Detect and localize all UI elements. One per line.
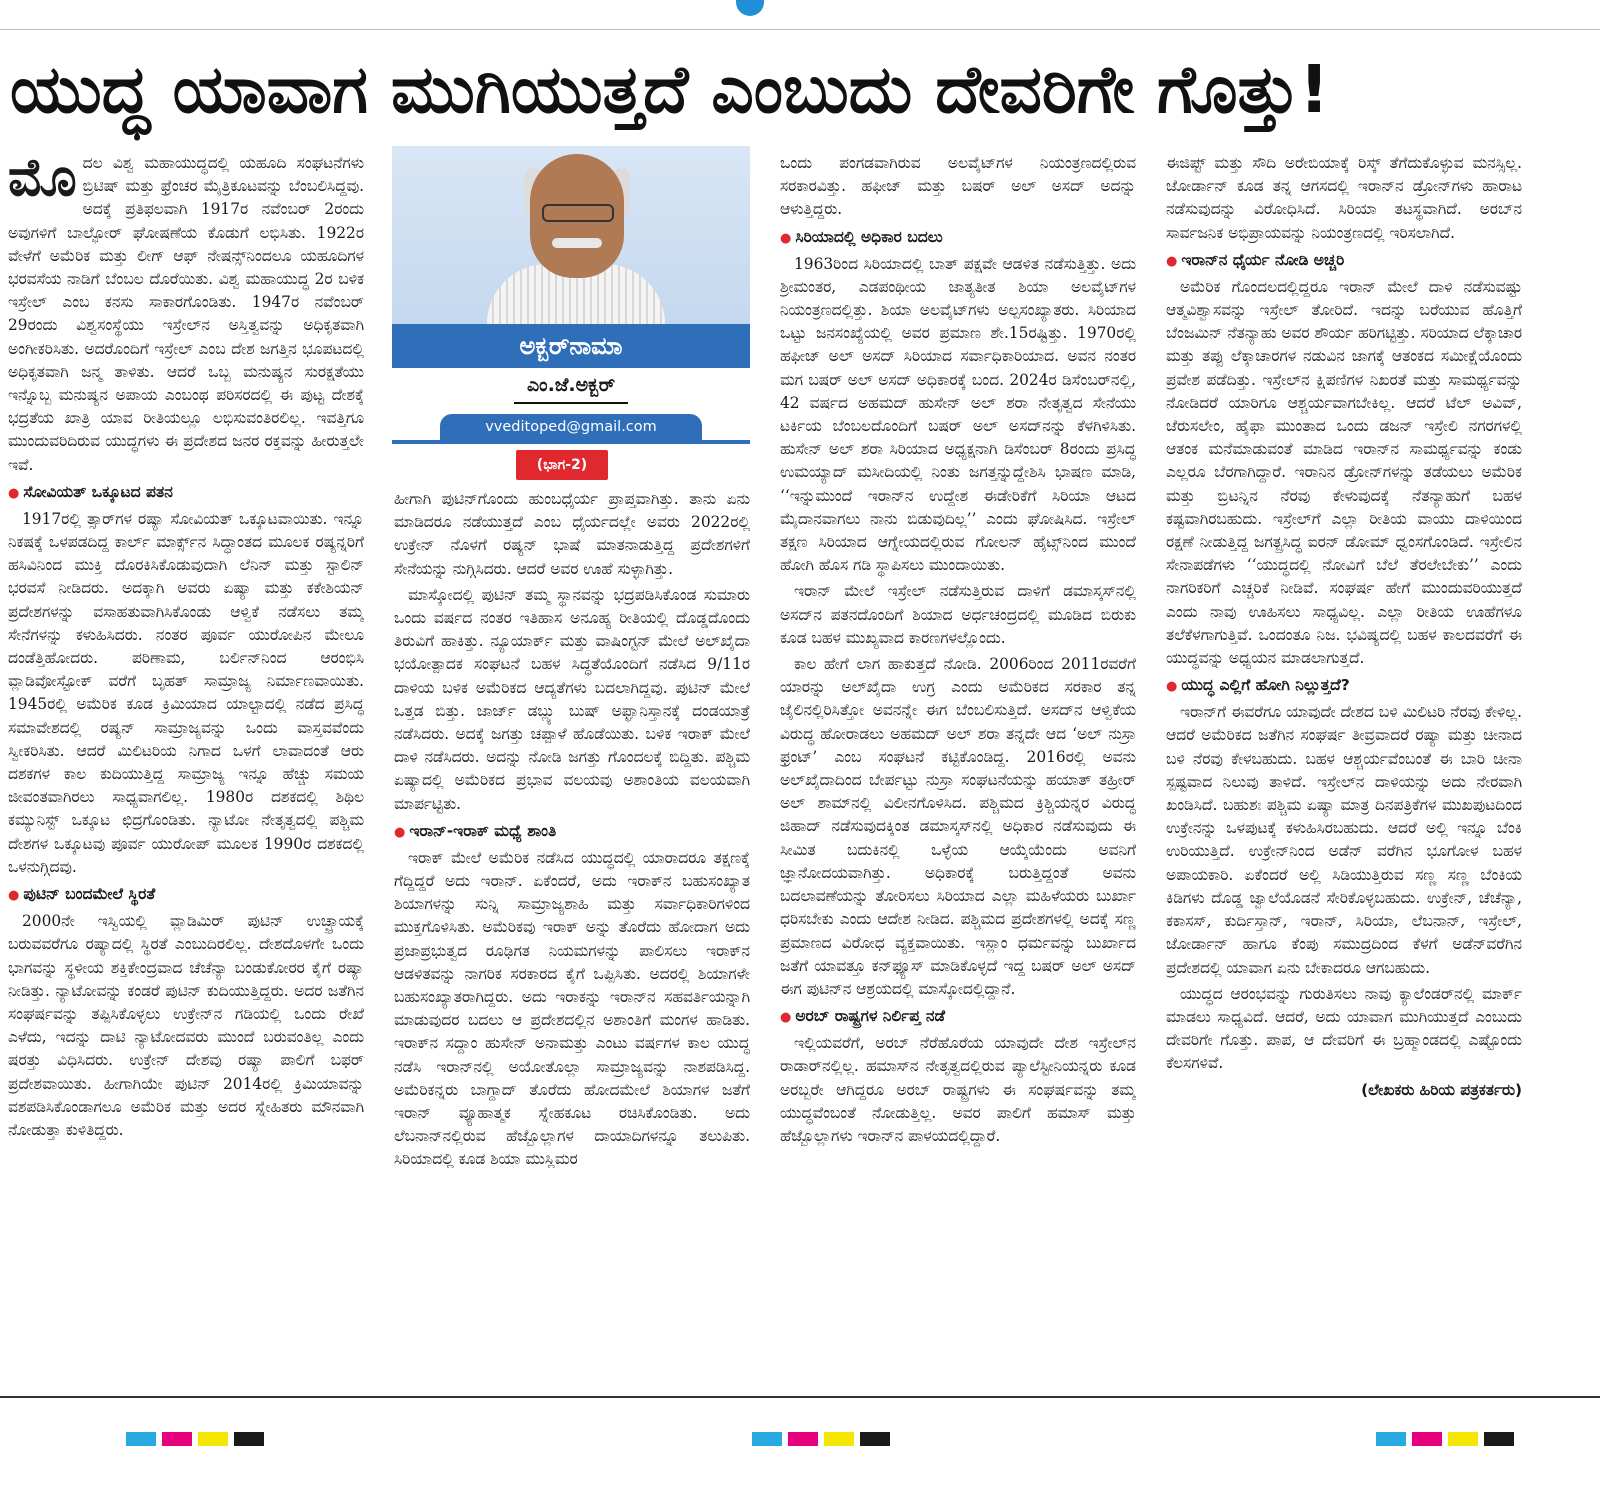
paragraph: ಈಜಿಪ್ಟ್ ಮತ್ತು ಸೌದಿ ಅರೇಬಿಯಾಕ್ಕೆ ರಿಸ್ಕ್ ತೆಗೆದುಕೊಳ್ಳುವ ಮನಸ್ಸಿಲ್ಲ. ಜೋರ್ಡಾನ್ ಕೂಡ ತನ್ನ ಆಗಸದಲ್ಲಿ ಇರಾನ್‌ನ ಡ್ರೋನ್‌ಗಳು ಹಾರಾಟ ನಡೆಸುವುದನ್ನು ವಿರೋಧಿಸಿದೆ. ಸಿರಿಯಾ ತಟಸ್ಥವಾಗಿದೆ. ಅರಬ್‌ನ ಸಾರ್ವಜನಿಕ ಅಭಿಪ್ರಾಯವನ್ನು ನಿಯಂತ್ರಣದಲ್ಲಿ ಇರಿಸಲಾಗಿದೆ. <box>1166 154 1522 242</box>
newspaper-logo-icon <box>736 0 764 16</box>
paragraph: ಮಾಸ್ಕೋದಲ್ಲಿ ಪುಟಿನ್ ತಮ್ಮ ಸ್ಥಾನವನ್ನು ಭದ್ರಪಡಿಸಿಕೊಂಡ ಸುಮಾರು ಒಂದು ವರ್ಷದ ನಂತರ ಇತಿಹಾಸ ಅನೂಹ್ಯ ರೀತಿಯಲ್ಲಿ ದೊಡ್ಡದೊಂದು ತಿರುವಿಗೆ ಹಾಕಿತ್ತು. ನ್ಯೂಯಾರ್ಕ್ ಮತ್ತು ವಾಷಿಂಗ್ಟನ್ ಮೇಲೆ ಅಲ್‌ಖೈದಾ ಭಯೋತ್ಪಾದಕ ಸಂಘಟನೆ ಬಹಳ ಸಿದ್ಧತೆಯೊಂದಿಗೆ ನಡೆಸಿದ 9/11ರ ದಾಳಿಯ ಬಳಿಕ ಅಮೆರಿಕದ ಆದ್ಯತೆಗಳು ಬದಲಾಗಿದ್ದವು. ಪುಟಿನ್ ಮೇಲೆ ಒತ್ತಡ ಬಿತ್ತು. ಜಾರ್ಜ್ ಡಬ್ಲ್ಯು ಬುಷ್ ಅಫ್ಘಾನಿಸ್ತಾನಕ್ಕೆ ದಂಡಯಾತ್ರೆ ನಡೆಸಿದರು. ಅದಕ್ಕೆ ಜಗತ್ತು ಚಪ್ಪಾಳೆ ಹೊಡೆಯಿತು. ಬಳಿಕ ಇರಾಕ್ ಮೇಲೆ ದಾಳಿ ನಡೆಸಿದರು. ಅದನ್ನು ನೋಡಿ ಜಗತ್ತು ಗೊಂದಲಕ್ಕೆ ಬಿದ್ದಿತು. ಪಶ್ಚಿಮ ಏಷ್ಯಾದಲ್ಲಿ ಅಮೆರಿಕದ ಪ್ರಭಾವ ವಲಯವು ಅಶಾಂತಿಯ ವಲಯವಾಗಿ ಮಾರ್ಪಟ್ಟಿತು. <box>394 585 750 813</box>
bullet-icon: ● <box>8 888 20 904</box>
article-column-4 <box>1166 152 1522 1397</box>
series-part-badge: (ಭಾಗ-2) <box>516 450 608 480</box>
paragraph: 1917ರಲ್ಲಿ ತ್ಸಾರ್‌ಗಳ ರಷ್ಯಾ ಸೋವಿಯತ್ ಒಕ್ಕೂಟವಾಯಿತು. ಇನ್ನೂ ನಿಕಷಕ್ಕೆ ಒಳಪಡದಿದ್ದ ಕಾರ್ಲ್ ಮಾರ್ಕ್ಸ್‌ನ ಸಿದ್ಧಾಂತದ ಮೂಲಕ ರಷ್ಯನ್ನರಿಗೆ ಹಸಿವಿನಿಂದ ಮುಕ್ತಿ ದೊರಕಿಸಿಕೊಡುವುದಾಗಿ ಲೆನಿನ್ ಮತ್ತು ಸ್ಟಾಲಿನ್ ಭರವಸೆ ನೀಡಿದರು. ಅದಕ್ಕಾಗಿ ಅವರು ಏಷ್ಯಾ ಮತ್ತು ಕಕೇಶಿಯನ್ ಪ್ರದೇಶಗಳನ್ನು ವಸಾಹತುವಾಗಿಸಿಕೊಂಡು ಆಳ್ವಿಕೆ ನಡೆಸಲು ತಮ್ಮ ಸೇನೆಗಳನ್ನು ಕಳುಹಿಸಿದರು. ನಂತರ ಪೂರ್ವ ಯುರೋಪಿನ ಮೇಲೂ ದಂಡೆತ್ತಿಹೋದರು. ಪರಿಣಾಮ, ಬರ್ಲಿನ್‌ನಿಂದ ಆರಂಭಿಸಿ ವ್ಲಾಡಿವೋಸ್ಟೋಕ್ ವರೆಗೆ ಬೃಹತ್ ಸಾಮ್ರಾಜ್ಯ ನಿರ್ಮಾಣವಾಯಿತು. 1945ರಲ್ಲಿ ಅಮೆರಿಕ ಕೂಡ ಕ್ರಿಮಿಯಾದ ಯಾಲ್ಟಾದಲ್ಲಿ ನಡೆದ ಪ್ರಸಿದ್ಧ ಸಮಾವೇಶದಲ್ಲಿ ರಷ್ಯನ್ ಸಾಮ್ರಾಜ್ಯವನ್ನು ಒಂದು ವಾಸ್ತವವೆಂದು ಸ್ವೀಕರಿಸಿತು. ಆದರೆ ಮಿಲಿಟರಿಯ ನಿಗಾದ ಒಳಗೆ ಲಾವಾದಂತೆ ಆರು ದಶಕಗಳ ಕಾಲ ಕುದಿಯುತ್ತಿದ್ದ ಸಾಮ್ರಾಜ್ಯ ಇನ್ನೂ ಹೆಚ್ಚು ಸಮಯ ಜೀವಂತವಾಗಿರಲು ಸಾಧ್ಯವಾಗಲಿಲ್ಲ. 1980ರ ದಶಕದಲ್ಲಿ ಶಿಥಿಲ ಕಮ್ಯುನಿಸ್ಟ್ ಒಕ್ಕೂಟ ಛಿದ್ರಗೊಂಡಿತು. ನ್ಯಾಟೋ ನೇತೃತ್ವದಲ್ಲಿ ಪಶ್ಚಿಮ ದೇಶಗಳ ಒಕ್ಕೂಟವು ಪೂರ್ವ ಯುರೋಪ್ ಮೂಲಕ 1990ರ ದಶಕದಲ್ಲಿ ಒಳನುಗ್ಗಿದವು. <box>8 509 364 876</box>
black-swatch <box>234 1432 264 1446</box>
masthead-strip <box>0 0 1600 28</box>
divider <box>514 402 628 404</box>
subheading: ● ಸಿರಿಯಾದಲ್ಲಿ ಅಧಿಕಾರ ಬದಲು <box>780 227 943 246</box>
divider <box>392 440 750 444</box>
subheading: ● ಇರಾನ್-ಇರಾಕ್ ಮಧ್ಯೆ ಶಾಂತಿ <box>394 821 557 840</box>
dropcap: ಮೊ <box>8 152 77 208</box>
magenta-swatch <box>162 1432 192 1446</box>
top-rule <box>0 29 1600 30</box>
column-name: ಅಕ್ಬರ್‌ನಾಮಾ <box>392 324 750 368</box>
cyan-swatch <box>1376 1432 1406 1446</box>
black-swatch <box>860 1432 890 1446</box>
author-byline-box <box>392 146 750 486</box>
paragraph: ಇರಾಕ್ ಮೇಲೆ ಅಮೆರಿಕ ನಡೆಸಿದ ಯುದ್ಧದಲ್ಲಿ ಯಾರಾದರೂ ತಕ್ಷಣಕ್ಕೆ ಗೆದ್ದಿದ್ದರೆ ಅದು ಇರಾನ್. ಏಕೆಂದರೆ, ಅದು ಇರಾಕ್‌ನ ಬಹುಸಂಖ್ಯಾತ ಶಿಯಾಗಳನ್ನು ಸುನ್ನಿ ಸಾಮ್ರಾಜ್ಯಶಾಹಿ ಮತ್ತು ಸರ್ವಾಧಿಕಾರಿಗಳಿಂದ ಮುಕ್ತಗೊಳಿಸಿತು. ಅಮೆರಿಕವು ಇರಾಕ್ ಅನ್ನು ತೊರೆದು ಹೋದಾಗ ಅದು ಪ್ರಜಾಪ್ರಭುತ್ವದ ರೂಢಿಗತ ನಿಯಮಗಳನ್ನು ಪಾಲಿಸಲು ಇರಾಕ್‌ನ ಆಡಳಿತವನ್ನು ನಾಗರಿಕ ಸರಕಾರದ ಕೈಗೆ ಒಪ್ಪಿಸಿತು. ಅದರಲ್ಲಿ ಶಿಯಾಗಳೇ ಬಹುಸಂಖ್ಯಾತರಾಗಿದ್ದರು. ಅದು ಇರಾಕನ್ನು ಇರಾನ್‌ನ ಸಹವರ್ತಿಯನ್ನಾಗಿ ಮಾಡುವುದರ ಬದಲು ಆ ಪ್ರದೇಶದಲ್ಲಿನ ಅಶಾಂತಿಗೆ ಮಂಗಳ ಹಾಡಿತು. ಇರಾಕ್‌ನ ಸದ್ದಾಂ ಹುಸೇನ್ ಅನಾಮತ್ತು ಎಂಟು ವರ್ಷಗಳ ಕಾಲ ಯುದ್ಧ ನಡೆಸಿ ಇರಾನ್‌ನಲ್ಲಿ ಅಯೋತೊಲ್ಲಾ ಸಾಮ್ರಾಜ್ಯವನ್ನು ನಾಶಪಡಿಸಿದ್ದ. ಅಮೆರಿಕನ್ನರು ಬಾಗ್ದಾದ್ ತೊರೆದು ಹೋದಮೇಲೆ ಶಿಯಾಗಳ ಜತೆಗೆ ಇರಾನ್ ವ್ಯೂಹಾತ್ಮಕ ಸ್ನೇಹಕೂಟ ರಚಿಸಿಕೊಂಡಿತು. ಅದು ಲೆಬನಾನ್‌ನಲ್ಲಿರುವ ಹೆಜ್ಬೊಲ್ಲಾಗಳ ದಾಯಾದಿಗಳನ್ನೂ ತಲುಪಿತು. ಸಿರಿಯಾದಲ್ಲಿ ಕೂಡ ಶಿಯಾ ಮುಸ್ಲಿಮರ <box>394 848 750 1169</box>
article-column-1 <box>8 152 364 1397</box>
subheading: ● ಯುದ್ಧ ಎಲ್ಲಿಗೆ ಹೋಗಿ ನಿಲ್ಲುತ್ತದೆ? <box>1166 676 1350 695</box>
cyan-swatch <box>126 1432 156 1446</box>
registration-marks <box>752 1432 890 1446</box>
registration-marks <box>1376 1432 1514 1446</box>
article-column-3 <box>780 152 1136 1397</box>
subheading: ● ಅರಬ್ ರಾಷ್ಟ್ರಗಳ ನಿರ್ಲಿಪ್ತ ನಡೆ <box>780 1007 946 1026</box>
paragraph: ಒಂದು ಪಂಗಡವಾಗಿರುವ ಅಲವೈಟ್‌ಗಳ ನಿಯಂತ್ರಣದಲ್ಲಿರುವ ಸರಕಾರವಿತ್ತು. ಹಫೀಜ್ ಮತ್ತು ಬಷರ್ ಅಲ್ ಅಸದ್ ಅದನ್ನು ಆಳುತ್ತಿದ್ದರು. <box>780 154 1136 219</box>
bullet-icon: ● <box>780 1010 792 1026</box>
subheading: ● ಪುಟಿನ್ ಬಂದಮೇಲೆ ಸ್ಥಿರತೆ <box>8 885 156 904</box>
magenta-swatch <box>1412 1432 1442 1446</box>
paragraph: 1963ರಿಂದ ಸಿರಿಯಾದಲ್ಲಿ ಬಾತ್ ಪಕ್ಷವೇ ಆಡಳಿತ ನಡೆಸುತ್ತಿತ್ತು. ಅದು ಶ್ರೀಮಂತರ, ಎಡಪಂಥೀಯ ಜಾತ್ಯತೀತ ಶಿಯಾ ಅಲವೈಟ್‌ಗಳ ನಿಯಂತ್ರಣದಲ್ಲಿತ್ತು. ಶಿಯಾ ಅಲವೈಟ್‌ಗಳು ಅಲ್ಪಸಂಖ್ಯಾತರು. ಸಿರಿಯಾದ ಒಟ್ಟು ಜನಸಂಖ್ಯೆಯಲ್ಲಿ ಅವರ ಪ್ರಮಾಣ ಶೇ.15ರಷ್ಟಿತ್ತು. 1970ರಲ್ಲಿ ಹಫೀಜ್ ಅಲ್ ಅಸದ್ ಸಿರಿಯಾದ ಸರ್ವಾಧಿಕಾರಿಯಾದ. ಅವನ ನಂತರ ಮಗ ಬಷರ್ ಅಲ್ ಅಸದ್ ಅಧಿಕಾರಕ್ಕೆ ಬಂದ. 2024ರ ಡಿಸೆಂಬರ್‌ನಲ್ಲಿ, 42 ವರ್ಷದ ಅಹಮದ್ ಹುಸೇನ್ ಅಲ್ ಶರಾ ನೇತೃತ್ವದ ಸೇನೆಯು ಟರ್ಕಿಯ ಬೆಂಬಲದೊಂದಿಗೆ ಬಷರ್ ಅಲ್ ಅಸದ್‌ನನ್ನು ಕೆಳಗಿಳಿಸಿತು. ಹುಸೇನ್ ಅಲ್ ಶರಾ ಸಿರಿಯಾದ ಅಧ್ಯಕ್ಷನಾಗಿ ಡಿಸೆಂಬರ್ 8ರಂದು ಪ್ರಸಿದ್ಧ ಉಮಯ್ಯಾದ್ ಮಸೀದಿಯಲ್ಲಿ ನಿಂತು ಜಗತ್ತನ್ನುದ್ದೇಶಿಸಿ ಭಾಷಣ ಮಾಡಿ, ‘‘ಇನ್ನುಮುಂದೆ ಇರಾನ್‌ನ ಉದ್ದೇಶ ಈಡೇರಿಕೆಗೆ ಸಿರಿಯಾ ಆಟದ ಮೈದಾನವಾಗಲು ನಾನು ಬಿಡುವುದಿಲ್ಲ’’ ಎಂದು ಘೋಷಿಸಿದ. ಇಸ್ರೇಲ್ ತಕ್ಷಣ ಸಿರಿಯಾದ ಆಗ್ನೇಯದಲ್ಲಿರುವ ಗೋಲನ್ ಹೈಟ್ಸ್‌ನಿಂದ ಮುಂದೆ ಹೋಗಿ ಹೊಸ ಗಡಿ ಸ್ಥಾಪಿಸಲು ಮುಂದಾಯಿತು. <box>780 254 1136 575</box>
paragraph: ಕಾಲ ಹೇಗೆ ಲಾಗ ಹಾಕುತ್ತದೆ ನೋಡಿ. 2006ರಿಂದ 2011ರವರೆಗೆ ಯಾರನ್ನು ಅಲ್‌ಖೈದಾ ಉಗ್ರ ಎಂದು ಅಮೆರಿಕದ ಸರಕಾರ ತನ್ನ ಜೈಲಿನಲ್ಲಿರಿಸಿತ್ತೋ ಅವನನ್ನೇ ಈಗ ಬೆಂಬಲಿಸುತ್ತಿದೆ. ಅಸದ್‌ನ ಆಳ್ವಿಕೆಯ ವಿರುದ್ಧ ಹೋರಾಡಲು ಅಹಮದ್ ಅಲ್ ಶರಾ ತನ್ನದೇ ಆದ ‘ಅಲ್ ನುಸ್ರಾ ಫ್ರಂಟ್’ ಎಂಬ ಸಂಘಟನೆ ಕಟ್ಟಿಕೊಂಡಿದ್ದ. 2016ರಲ್ಲಿ ಅವನು ಅಲ್‌ಖೈದಾದಿಂದ ಬೇರ್ಪಟ್ಟು ನುಸ್ರಾ ಸಂಘಟನೆಯನ್ನು ಹಯಾತ್ ತಹ್ರೀರ್ ಅಲ್ ಶಾಮ್‌ನಲ್ಲಿ ವಿಲೀನಗೊಳಿಸಿದ. ಪಶ್ಚಿಮದ ಕ್ರಿಶ್ಚಿಯನ್ನರ ವಿರುದ್ಧ ಜಿಹಾದ್ ನಡೆಸುವುದಕ್ಕಿಂತ ಡಮಾಸ್ಕಸ್‌ನಲ್ಲಿ ಅಧಿಕಾರ ನಡೆಸುವುದು ಈ ಸೀಮಿತ ಬದುಕಿನಲ್ಲಿ ಒಳ್ಳೆಯ ಆಯ್ಕೆಯೆಂದು ಅವನಿಗೆ ಜ್ಞಾನೋದಯವಾಗಿತ್ತು. ಅಧಿಕಾರಕ್ಕೆ ಬರುತ್ತಿದ್ದಂತೆ ಅವನು ಬದಲಾವಣೆಯನ್ನು ತೋರಿಸಲು ಸಿರಿಯಾದ ಎಲ್ಲಾ ಮಹಿಳೆಯರು ಬುರ್ಖಾ ಧರಿಸಬೇಕು ಎಂದು ಆದೇಶ ನೀಡಿದ. ಪಶ್ಚಿಮದ ಪ್ರದೇಶಗಳಲ್ಲಿ ಅದಕ್ಕೆ ಸಣ್ಣ ಪ್ರಮಾಣದ ವಿರೋಧ ವ್ಯಕ್ತವಾಯಿತು. ಇಸ್ಲಾಂ ಧರ್ಮವನ್ನು ಬುರ್ಖಾದ ಜತೆಗೆ ಯಾವತ್ತೂ ಕನ್‌ಫ್ಯೂಸ್ ಮಾಡಿಕೊಳ್ಳದೆ ಇದ್ದ ಬಷರ್ ಅಲ್ ಅಸದ್ ಈಗ ಪುಟಿನ್‌ನ ಆಶ್ರಯದಲ್ಲಿ ಮಾಸ್ಕೋದಲ್ಲಿದ್ದಾನೆ. <box>780 655 1136 998</box>
article-column-2 <box>394 488 750 1398</box>
bullet-icon: ● <box>8 485 20 501</box>
bullet-icon: ● <box>1166 253 1178 269</box>
black-swatch <box>1484 1432 1514 1446</box>
paragraph: ಯುದ್ಧದ ಆರಂಭವನ್ನು ಗುರುತಿಸಲು ನಾವು ಕ್ಯಾಲೆಂಡರ್‌ನಲ್ಲಿ ಮಾರ್ಕ್ ಮಾಡಲು ಸಾಧ್ಯವಿದೆ. ಆದರೆ, ಅದು ಯಾವಾಗ ಮುಗಿಯುತ್ತದೆ ಎಂಬುದು ದೇವರಿಗೇ ಗೊತ್ತು. ಪಾಪ, ಆ ದೇವರಿಗೆ ಈ ಬ್ರಹ್ಮಾಂಡದಲ್ಲಿ ಎಷ್ಟೊಂದು ಕೆಲಸಗಳಿವೆ. <box>1166 984 1522 1073</box>
yellow-swatch <box>198 1432 228 1446</box>
paragraph: 2000ನೇ ಇಸ್ವಿಯಲ್ಲಿ ವ್ಲಾಡಿಮಿರ್ ಪುಟಿನ್ ಉಚ್ಛ್ರಾಯಕ್ಕೆ ಬರುವವರೆಗೂ ರಷ್ಯಾದಲ್ಲಿ ಸ್ಥಿರತೆ ಎಂಬುದಿರಲಿಲ್ಲ. ದೇಶದೊಳಗೇ ಒಂದು ಭಾಗವನ್ನು ಸ್ಥಳೀಯ ಶಕ್ತಿಕೇಂದ್ರವಾದ ಚೆಚೆನ್ಯಾ ಬಂಡುಕೋರರ ಕೈಗೆ ರಷ್ಯಾ ನೀಡಿತ್ತು. ನ್ಯಾಟೋವನ್ನು ಕಂಡರೆ ಪುಟಿನ್ ಕುದಿಯುತ್ತಿದ್ದರು. ಅದರ ಜತೆಗಿನ ಸಂಘರ್ಷವನ್ನು ತಪ್ಪಿಸಿಕೊಳ್ಳಲು ಉಕ್ರೇನ್‌ನ ಗಡಿಯಲ್ಲಿ ಒಂದು ರೇಖೆ ಎಳೆದು, ಇದನ್ನು ದಾಟಿ ನ್ಯಾಟೋದವರು ಮುಂದೆ ಬರುವಂತಿಲ್ಲ ಎಂದು ಷರತ್ತು ವಿಧಿಸಿದರು. ಉಕ್ರೇನ್ ದೇಶವು ರಷ್ಯಾ ಪಾಲಿಗೆ ಬಫರ್ ಪ್ರದೇಶವಾಯಿತು. ಹೀಗಾಗಿಯೇ ಪುಟಿನ್ 2014ರಲ್ಲಿ ಕ್ರಿಮಿಯಾವನ್ನು ವಶಪಡಿಸಿಕೊಂಡಾಗಲೂ ಅಮೆರಿಕ ಮತ್ತು ಅದರ ಸ್ನೇಹಿತರು ಮೌನವಾಗಿ ನೋಡುತ್ತಾ ಕುಳಿತಿದ್ದರು. <box>8 912 364 1139</box>
registration-marks <box>126 1432 264 1446</box>
paragraph: ಅಮೆರಿಕ ಗೊಂದಲದಲ್ಲಿದ್ದರೂ ಇರಾನ್ ಮೇಲೆ ದಾಳಿ ನಡೆಸುವಷ್ಟು ಆತ್ಮವಿಶ್ವಾಸವನ್ನು ಇಸ್ರೇಲ್ ತೋರಿದೆ. ಇದನ್ನು ಬರೆಯುವ ಹೊತ್ತಿಗೆ ಬೆಂಜಮಿನ್ ನೆತನ್ಯಾಹು ಅವರ ಶೌರ್ಯ ಹರಿಗಟ್ಟಿತ್ತು. ಸರಿಯಾದ ಲೆಕ್ಕಾಚಾರ ಮತ್ತು ತಪ್ಪು ಲೆಕ್ಕಾಚಾರಗಳ ನಡುವಿನ ಜಾಗಕ್ಕೆ ಆತಂಕದ ಸಮೀಕ್ಷೆಯೊಂದು ಪ್ರವೇಶ ಪಡೆದಿತ್ತು. ಇಸ್ರೇಲ್‌ನ ಕ್ಷಿಪಣಿಗಳ ನಿಖರತೆ ಮತ್ತು ಸಾಮರ್ಥ್ಯವನ್ನು ನೋಡಿದರೆ ಯಾರಿಗೂ ಆಶ್ಚರ್ಯವಾಗಬೇಕಿಲ್ಲ. ಆದರೆ ಟೆಲ್ ಅವಿವ್, ಜೆರುಸಲೇಂ, ಹೈಫಾ ಮುಂತಾದ ಒಂದು ಡಜನ್ ಇಸ್ರೇಲಿ ನಗರಗಳಲ್ಲಿ ಆತಂಕ ಮನೆಮಾಡುವಂತೆ ಮಾಡಿದ ಇರಾನ್‌ನ ಸಾಮರ್ಥ್ಯವನ್ನು ಕಂಡು ಎಲ್ಲರೂ ಬೆರಗಾಗಿದ್ದಾರೆ. ಇರಾನಿನ ಡ್ರೋನ್‌ಗಳನ್ನು ತಡೆಯಲು ಅಮೆರಿಕ ಮತ್ತು ಬ್ರಿಟನ್ನಿನ ನೆರವು ಕೇಳುವುದಕ್ಕೆ ನೆತನ್ಯಾಹುಗೆ ಬಹಳ ಕಷ್ಟವಾಗಿರಬಹುದು. ಇಸ್ರೇಲ್‌ಗೆ ಎಲ್ಲಾ ರೀತಿಯ ವಾಯು ದಾಳಿಯಿಂದ ರಕ್ಷಣೆ ನೀಡುತ್ತಿದ್ದ ಜಗತ್ಪ್ರಸಿದ್ಧ ಐರನ್ ಡೋಮ್ ಧ್ವಂಸಗೊಂಡಿದೆ. ಇಸ್ರೇಲಿನ ಸೇನಾಪಡೆಗಳು ‘‘ಯುದ್ಧದಲ್ಲಿ ನೋವಿಗೆ ಬೆಲೆ ತೆರಲೇಬೇಕು’’ ಎಂದು ನಾಗರಿಕರಿಗೆ ಎಚ್ಚರಿಕೆ ನೀಡಿವೆ. ಸಂಘರ್ಷ ಹೇಗೆ ಮುಂದುವರಿಯುತ್ತದೆ ಎಂದು ನಾವು ಊಹಿಸಲು ಸಾಧ್ಯವಿಲ್ಲ. ಎಲ್ಲಾ ರೀತಿಯ ಊಹೆಗಳೂ ತಲೆಕೆಳಗಾಗುತ್ತಿವೆ. ಒಂದಂತೂ ನಿಜ. ಭವಿಷ್ಯದಲ್ಲಿ ಬಹಳ ಕಾಲದವರೆಗೆ ಈ ಯುದ್ಧವನ್ನು ಅಧ್ಯಯನ ಮಾಡಲಾಗುತ್ತದೆ. <box>1166 277 1522 668</box>
subheading: ● ಸೋವಿಯತ್ ಒಕ್ಕೂಟದ ಪತನ <box>8 482 173 501</box>
bullet-icon: ● <box>394 824 406 840</box>
page-headline: ಯುದ್ಧ ಯಾವಾಗ ಮುಗಿಯುತ್ತದೆ ಎಂಬುದು ದೇವರಿಗೇ ಗೊತ್ತು! <box>10 51 1330 128</box>
paragraph: ಹೀಗಾಗಿ ಪುಟಿನ್‌ಗೊಂದು ಹುಂಬಧೈರ್ಯ ಪ್ರಾಪ್ತವಾಗಿತ್ತು. ತಾನು ಏನು ಮಾಡಿದರೂ ನಡೆಯುತ್ತದೆ ಎಂಬ ಧೈರ್ಯದಲ್ಲೇ ಅವರು 2022ರಲ್ಲಿ ಉಕ್ರೇನ್ ನೊಳಗೆ ರಷ್ಯನ್ ಭಾಷೆ ಮಾತನಾಡುತ್ತಿದ್ದ ಪ್ರದೇಶಗಳಿಗೆ ಸೇನೆಯನ್ನು ನುಗ್ಗಿಸಿದರು. ಆದರೆ ಅವರ ಊಹೆ ಸುಳ್ಳಾಗಿತ್ತು. <box>394 490 750 578</box>
author-email: vveditoped@gmail.com <box>440 414 702 440</box>
paragraph: ಇರಾನ್‌ಗೆ ಈವರೆಗೂ ಯಾವುದೇ ದೇಶದ ಬಳಿ ಮಿಲಿಟರಿ ನೆರವು ಕೇಳಿಲ್ಲ. ಆದರೆ ಅಮೆರಿಕದ ಜತೆಗಿನ ಸಂಘರ್ಷ ತೀವ್ರವಾದರೆ ರಷ್ಯಾ ಮತ್ತು ಚೀನಾದ ಬಳಿ ನೆರವು ಕೇಳಬಹುದು. ಬಹಳ ಆಶ್ಚರ್ಯವೆಂಬಂತೆ ಈ ಬಾರಿ ಚೀನಾ ಸ್ಪಷ್ಟವಾದ ನಿಲುವು ತಾಳಿದೆ. ಇಸ್ರೇಲ್‌ನ ದಾಳಿಯನ್ನು ಅದು ನೇರವಾಗಿ ಖಂಡಿಸಿದೆ. ಬಹುಶಃ ಪಶ್ಚಿಮ ಏಷ್ಯಾ ಮಾತ್ರ ದಿನಪತ್ರಿಕೆಗಳ ಮುಖಪುಟದಿಂದ ಉಕ್ರೇನನ್ನು ಒಳಪುಟಕ್ಕೆ ಕಳುಹಿಸಿರಬಹುದು. ಆದರೆ ಅಲ್ಲಿ ಇನ್ನೂ ಬೆಂಕಿ ಉರಿಯುತ್ತಿದೆ. ಉಕ್ರೇನ್‌ನಿಂದ ಅಡೆನ್ ವರೆಗಿನ ಭೂಗೋಳ ಬಹಳ ಅಪಾಯಕಾರಿ. ಏಕೆಂದರೆ ಅಲ್ಲಿ ಸಿಡಿಯುತ್ತಿರುವ ಸಣ್ಣ ಸಣ್ಣ ಬೆಂಕಿಯ ಕಿಡಿಗಳು ದೊಡ್ಡ ಜ್ವಾಲೆಯೊಡನೆ ಸೇರಿಕೊಳ್ಳಬಹುದು. ಉಕ್ರೇನ್, ಚೆಚೆನ್ಯಾ, ಕಕಾಸಸ್, ಕುರ್ದಿಸ್ತಾನ್, ಇರಾನ್, ಸಿರಿಯಾ, ಲೆಬನಾನ್, ಇಸ್ರೇಲ್, ಜೋರ್ಡಾನ್ ಹಾಗೂ ಕೆಂಪು ಸಮುದ್ರದಿಂದ ಕೆಳಗೆ ಅಡೆನ್‌ವರೆಗಿನ ಪ್ರದೇಶದಲ್ಲಿ ಯಾವಾಗ ಏನು ಬೇಕಾದರೂ ಆಗಬಹುದು. <box>1166 703 1522 977</box>
author-name: ಎಂ.ಜೆ.ಅಕ್ಬರ್ <box>526 374 616 396</box>
bullet-icon: ● <box>780 230 792 246</box>
paragraph: ಮೊದಲ ವಿಶ್ವ ಮಹಾಯುದ್ಧದಲ್ಲಿ ಯಹೂದಿ ಸಂಘಟನೆಗಳು ಬ್ರಿಟಿಷ್ ಮತ್ತು ಫ್ರೆಂಚರ ಮೈತ್ರಿಕೂಟವನ್ನು ಬೆಂಬಲಿಸಿದ್ದವು. ಅದಕ್ಕೆ ಪ್ರತಿಫಲವಾಗಿ 1917ರ ನವೆಂಬರ್ 2ರಂದು ಅವುಗಳಿಗೆ ಬಾಲ್ಫೋರ್ ಘೋಷಣೆಯ ಕೊಡುಗೆ ಲಭಿಸಿತು. 1922ರ ವೇಳೆಗೆ ಅಮೆರಿಕ ಮತ್ತು ಲೀಗ್ ಆಫ್ ನೇಷನ್ಸ್‌ನಿಂದಲೂ ಯಹೂದಿಗಳ ಭರವಸೆಯ ನಾಡಿಗೆ ಬೆಂಬಲ ದೊರೆಯಿತು. ವಿಶ್ವ ಮಹಾಯುದ್ಧ 2ರ ಬಳಿಕ ಇಸ್ರೇಲ್ ಎಂಬ ಕನಸು ಸಾಕಾರಗೊಂಡಿತು. 1947ರ ನವೆಂಬರ್ 29ರಂದು ವಿಶ್ವಸಂಸ್ಥೆಯು ಇಸ್ರೇಲ್‌ನ ಅಸ್ತಿತ್ವವನ್ನು ಅಧಿಕೃತವಾಗಿ ಅಂಗೀಕರಿಸಿತು. ಅದರೊಂದಿಗೆ ಇಸ್ರೇಲ್ ಎಂಬ ದೇಶ ಜಗತ್ತಿನ ಭೂಪಟದಲ್ಲಿ ಅಧಿಕೃತವಾಗಿ ಜನ್ಮ ತಾಳಿತು. ಆದರೆ ಒಬ್ಬ ಮನುಷ್ಯನ ಸುರಕ್ಷತೆಯು ಇನ್ನೊಬ್ಬ ಮನುಷ್ಯನ ಅಪಾಯ ಎಂಬಂಥ ಪರಿಸರದಲ್ಲಿ ಈ ಪುಟ್ಟ ದೇಶಕ್ಕೆ ಭದ್ರತೆಯ ಖಾತ್ರಿ ಯಾವ ರೀತಿಯಲ್ಲೂ ಲಭಿಸುವಂತಿರಲಿಲ್ಲ. ಇವತ್ತಿಗೂ ಮುಂದುವರಿದಿರುವ ಯುದ್ಧಗಳು ಈ ಪ್ರದೇಶದ ಜನರ ರಕ್ತವನ್ನು ಹೀರುತ್ತಲೇ ಇವೆ. <box>8 152 364 474</box>
cyan-swatch <box>752 1432 782 1446</box>
paragraph: ಇಲ್ಲಿಯವರೆಗೆ, ಅರಬ್ ನೆರೆಹೊರೆಯ ಯಾವುದೇ ದೇಶ ಇಸ್ರೇಲ್‌ನ ರಾಡಾರ್‌ನಲ್ಲಿಲ್ಲ. ಹಮಾಸ್‌ನ ನೇತೃತ್ವದಲ್ಲಿರುವ ಪ್ಯಾಲೆಸ್ಟೀನಿಯನ್ನರು ಕೂಡ ಅರಬ್ಬರೇ ಆಗಿದ್ದರೂ ಅರಬ್ ರಾಷ್ಟ್ರಗಳು ಈ ಸಂಘರ್ಷವನ್ನು ತಮ್ಮ ಯುದ್ಧವೆಂಬಂತೆ ನೋಡುತ್ತಿಲ್ಲ. ಅವರ ಪಾಲಿಗೆ ಹಮಾಸ್ ಮತ್ತು ಹೆಜ್ಬೊಲ್ಲಾಗಳು ಇರಾನ್‌ನ ಪಾಳಯದಲ್ಲಿದ್ದಾರೆ. <box>780 1034 1136 1145</box>
author-photo <box>392 146 750 324</box>
yellow-swatch <box>824 1432 854 1446</box>
bullet-icon: ● <box>1166 679 1178 695</box>
paragraph: ಇರಾನ್ ಮೇಲೆ ಇಸ್ರೇಲ್ ನಡೆಸುತ್ತಿರುವ ದಾಳಿಗೆ ಡಮಾಸ್ಕಸ್‌ನಲ್ಲಿ ಅಸದ್‌ನ ಪತನದೊಂದಿಗೆ ಶಿಯಾದ ಅರ್ಧಚಂದ್ರದಲ್ಲಿ ಮೂಡಿದ ಬಿರುಕು ಕೂಡ ಬಹಳ ಮುಖ್ಯವಾದ ಕಾರಣಗಳಲ್ಲೊಂದು. <box>780 582 1136 647</box>
bottom-rule <box>0 1396 1600 1398</box>
yellow-swatch <box>1448 1432 1478 1446</box>
magenta-swatch <box>788 1432 818 1446</box>
author-credit: (ಲೇಖಕರು ಹಿರಿಯ ಪತ್ರಕರ್ತರು) <box>1361 1080 1522 1099</box>
subheading: ● ಇರಾನ್‌ನ ಧೈರ್ಯ ನೋಡಿ ಅಚ್ಚರಿ <box>1166 250 1345 269</box>
